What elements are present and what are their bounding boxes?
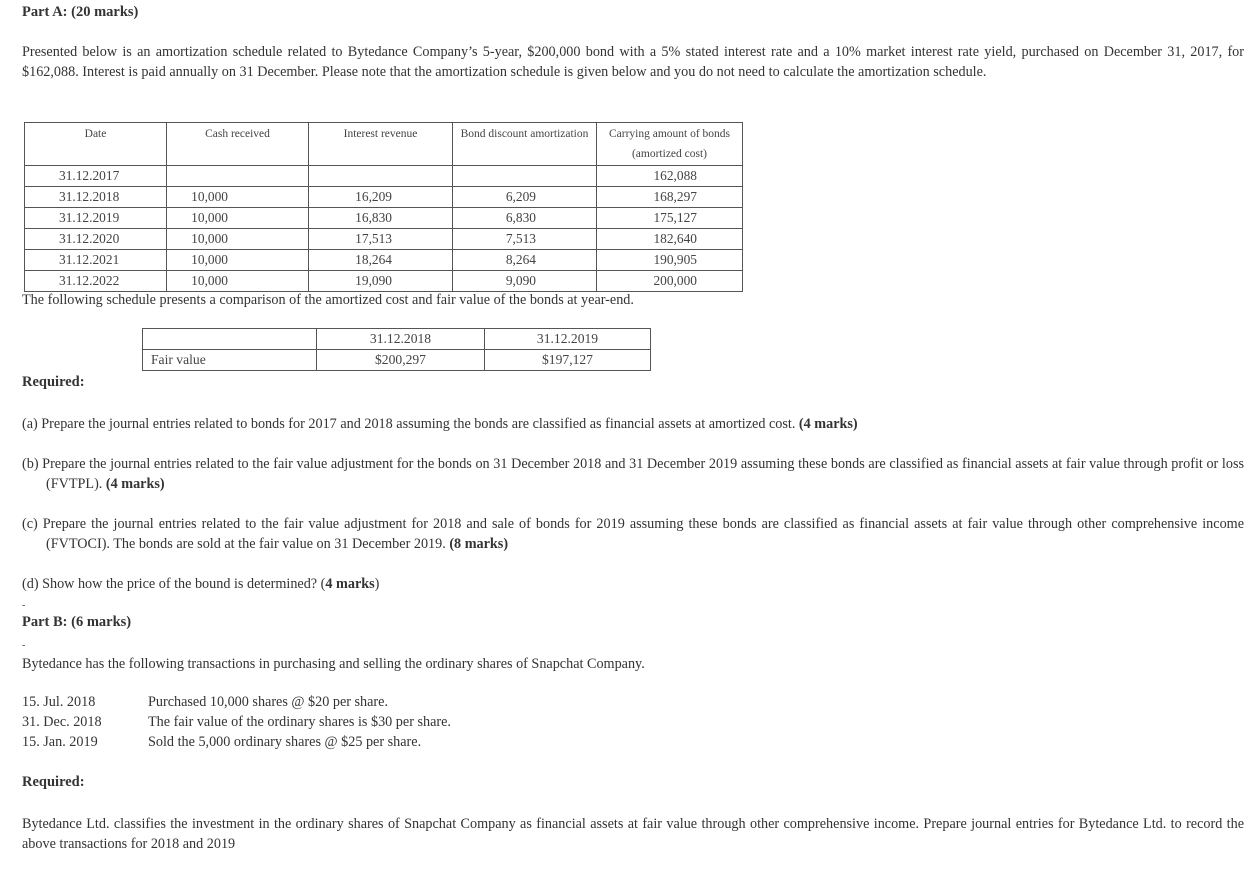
separator-dash: - <box>22 640 26 651</box>
table-row <box>25 187 743 208</box>
question-a <box>22 414 1244 434</box>
part-b-required-label: Required: <box>22 774 85 790</box>
cell-interest: 16,830 <box>309 208 453 229</box>
fair-value-empty-cell <box>143 329 317 350</box>
cell-date: 31.12.2019 <box>25 208 167 229</box>
cell-date: 31.12.2022 <box>25 271 167 292</box>
cell-carrying: 190,905 <box>597 250 743 271</box>
question-a-text: (a) Prepare the journal entries related to bonds for 2017 and 2018 assuming the bonds are classified as financial assets at amortized cost. <box>22 416 799 432</box>
cell-cash: 10,000 <box>167 229 309 250</box>
cell-interest: 16,209 <box>309 187 453 208</box>
part-b-required-text: Bytedance Ltd. classifies the investment in the ordinary shares of Snapchat Company as financial assets at fair value through other comprehensive income. Prepare journal entries for Bytedance Ltd. to record the above transactions for 2018 and 2019 <box>22 816 1244 852</box>
cell-discount: 8,264 <box>453 250 597 271</box>
cell-discount: 9,090 <box>453 271 597 292</box>
comparison-note: The following schedule presents a comparison of the amortized cost and fair value of the bonds at year-end. <box>22 292 634 308</box>
cell-carrying: 182,640 <box>597 229 743 250</box>
cell-cash <box>167 166 309 187</box>
cell-date: 31.12.2020 <box>25 229 167 250</box>
header-carrying-amount: Carrying amount of bonds (amortized cost) <box>597 123 743 166</box>
transaction-date: 31. Dec. 2018 <box>22 714 102 730</box>
question-b-text: (b) Prepare the journal entries related to the fair value adjustment for the bonds on 31 December 2018 and 31 December 2019 assuming these bonds are classified as financial assets at fair value through profit or loss (FVTPL). <box>22 456 1244 492</box>
question-c-marks: (8 marks) <box>449 536 509 552</box>
cell-discount: 6,830 <box>453 208 597 229</box>
fair-value-date-2019: 31.12.2019 <box>485 329 651 350</box>
table-row <box>25 208 743 229</box>
transaction-date: 15. Jan. 2019 <box>22 734 98 750</box>
cell-discount: 6,209 <box>453 187 597 208</box>
question-d-marks: 4 marks <box>325 576 375 592</box>
header-interest-revenue: Interest revenue <box>309 123 453 166</box>
table-row <box>25 250 743 271</box>
transaction-text: Sold the 5,000 ordinary shares @ $25 per share. <box>148 734 422 750</box>
part-b-intro: Bytedance has the following transactions in purchasing and selling the ordinary shares of Snapchat Company. <box>22 656 645 672</box>
header-bond-discount-amortization: Bond discount amortization <box>453 123 597 166</box>
cell-carrying: 175,127 <box>597 208 743 229</box>
question-c <box>22 514 1244 554</box>
question-d <box>22 574 1244 594</box>
transaction-text: The fair value of the ordinary shares is $30 per share. <box>148 714 451 730</box>
cell-cash: 10,000 <box>167 250 309 271</box>
part-b-heading: Part B: (6 marks) <box>22 614 132 630</box>
question-d-text: (d) Show how the price of the bound is determined? ( <box>22 576 326 592</box>
cell-date: 31.12.2021 <box>25 250 167 271</box>
cell-discount <box>453 166 597 187</box>
header-date: Date <box>25 123 167 166</box>
cell-carrying: 162,088 <box>597 166 743 187</box>
fair-value-date-2018: 31.12.2018 <box>317 329 485 350</box>
part-a-required-label: Required: <box>22 374 85 390</box>
part-a-heading: Part A: (20 marks) <box>22 4 139 20</box>
fair-value-2018: $200,297 <box>317 350 485 371</box>
cell-carrying: 168,297 <box>597 187 743 208</box>
cell-cash: 10,000 <box>167 187 309 208</box>
fair-value-table <box>142 328 651 371</box>
cell-interest: 17,513 <box>309 229 453 250</box>
header-cash-received: Cash received <box>167 123 309 166</box>
question-a-marks: (4 marks) <box>798 416 858 432</box>
amortization-schedule-table <box>24 122 743 292</box>
transaction-date: 15. Jul. 2018 <box>22 694 96 710</box>
cell-carrying: 200,000 <box>597 271 743 292</box>
fair-value-label: Fair value <box>143 350 317 371</box>
table-header-row <box>25 123 743 166</box>
table-row <box>25 271 743 292</box>
transaction-text: Purchased 10,000 shares @ $20 per share. <box>148 694 389 710</box>
table-row <box>143 350 651 371</box>
question-c-text: (c) Prepare the journal entries related to the fair value adjustment for 2018 and sale of bonds for 2019 assuming these bonds are classified as financial assets at fair value through other comprehensive income (FVTOCI). The bonds are sold at the fair value on 31 December 2019. <box>22 516 1244 552</box>
question-d-suffix: ) <box>374 576 380 592</box>
cell-interest: 18,264 <box>309 250 453 271</box>
cell-cash: 10,000 <box>167 208 309 229</box>
table-row <box>25 166 743 187</box>
cell-date: 31.12.2017 <box>25 166 167 187</box>
table-row <box>25 229 743 250</box>
cell-cash: 10,000 <box>167 271 309 292</box>
table-row <box>143 329 651 350</box>
fair-value-2019: $197,127 <box>485 350 651 371</box>
cell-date: 31.12.2018 <box>25 187 167 208</box>
cell-interest <box>309 166 453 187</box>
part-a-intro: Presented below is an amortization schedule related to Bytedance Company’s 5-year, $200,000 bond with a 5% stated interest rate and a 10% market interest rate yield, purchased on December 31, 2017, for $162,088. Interest is paid annually on 31 December. Please note that the amortization schedule is given below and you do not need to calculate the amortization schedule. <box>22 44 1244 80</box>
question-b <box>22 454 1244 494</box>
question-b-marks: (4 marks) <box>105 476 165 492</box>
separator-dash: - <box>22 600 26 611</box>
cell-discount: 7,513 <box>453 229 597 250</box>
cell-interest: 19,090 <box>309 271 453 292</box>
